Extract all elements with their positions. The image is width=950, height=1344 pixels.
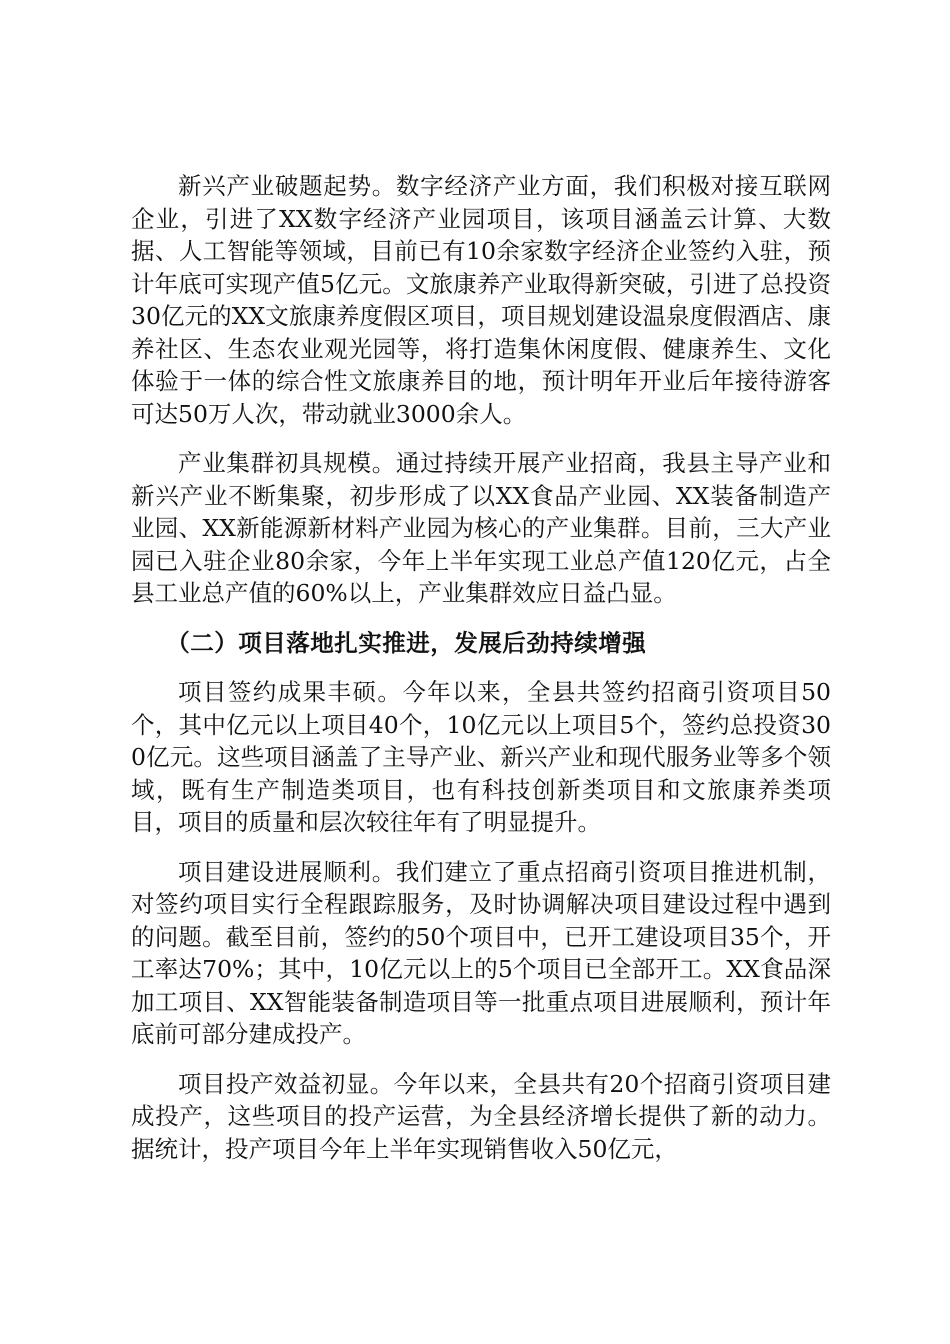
paragraph-project-output: 项目投产效益初显。今年以来，全县共有20个招商引资项目建成投产，这些项目的投产运营，为全县经济增长提供了新的动力。据统计，投产项目今年上半年实现销售收入50亿元， [131, 1069, 831, 1163]
section-heading-projects: （二）项目落地扎实推进，发展后劲持续增强 [166, 628, 647, 657]
paragraph-project-signing: 项目签约成果丰硕。今年以来，全县共签约招商引资项目50个，其中亿元以上项目40个，10亿元以上项目5个，签约总投资300亿元。这些项目涵盖了主导产业、新兴产业和现代服务业等多个领域，既有生产制造类项目，也有科技创新类项目和文旅康养类项目，项目的质量和层次较往年有了明显提升。 [131, 678, 831, 836]
paragraph-project-construction: 项目建设进展顺利。我们建立了重点招商引资项目推进机制，对签约项目实行全程跟踪服务，及时协调解决项目建设过程中遇到的问题。截至目前，签约的50个项目中，已开工建设项目35个，开工率达70%；其中，10亿元以上的5个项目已全部开工。XX食品深加工项目、XX智能装备制造项目等一批重点项目进展顺利，预计年底前可部分建成投产。 [131, 857, 831, 1048]
paragraph-emerging-industries: 新兴产业破题起势。数字经济产业方面，我们积极对接互联网企业，引进了XX数字经济产业园项目，该项目涵盖云计算、大数据、人工智能等领域，目前已有10余家数字经济企业签约入驻，预计年底可实现产值5亿元。文旅康养产业取得新突破，引进了总投资30亿元的XX文旅康养度假区项目，项目规划建设温泉度假酒店、康养社区、生态农业观光园等，将打造集休闲度假、健康养生、文化体验于一体的综合性文旅康养目的地，预计明年开业后年接待游客可达50万人次，带动就业3000余人。 [131, 172, 831, 428]
document-body [131, 170, 831, 1182]
paragraph-industrial-clusters: 产业集群初具规模。通过持续开展产业招商，我县主导产业和新兴产业不断集聚，初步形成了以XX食品产业园、XX装备制造产业园、XX新能源新材料产业园为核心的产业集群。目前，三大产业园已入驻企业80余家，今年上半年实现工业总产值120亿元，占全县工业总产值的60%以上，产业集群效应日益凸显。 [131, 449, 831, 607]
